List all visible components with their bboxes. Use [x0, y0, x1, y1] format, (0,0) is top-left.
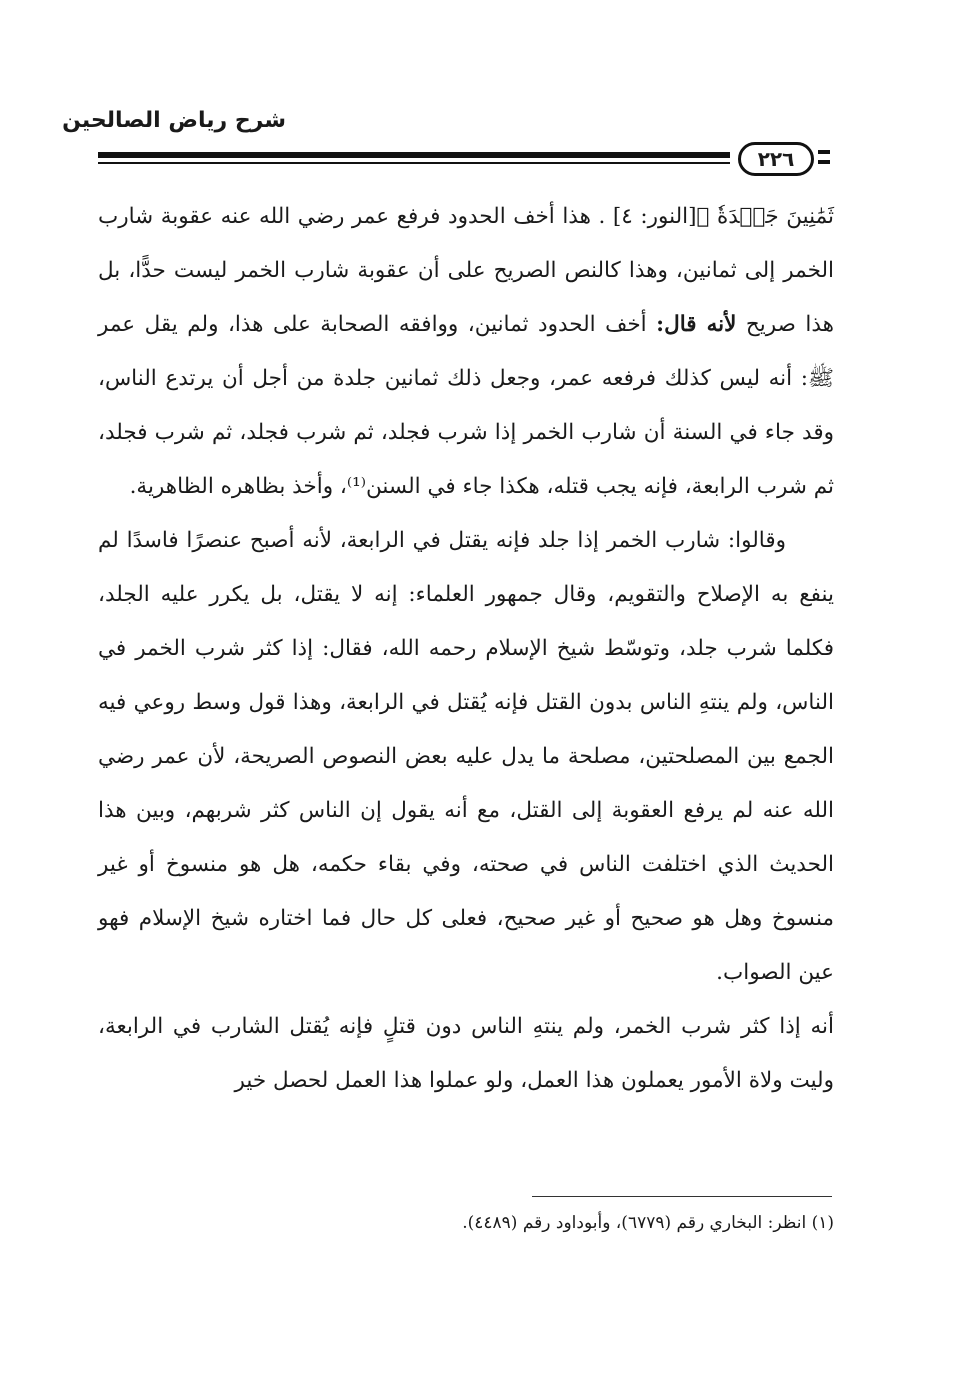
header-rule	[98, 140, 830, 180]
paragraph-2: وقالوا: شارب الخمر إذا جلد فإنه يقتل في الرابعة، لأنه أصبح عنصرًا فاسدًا لم ينفع به الإصلاح والتقويم، وقال جمهور العلماء: إنه لا يقتل، بل يكرر عليه الجلد، فكلما شرب جلد، وتوسّط شيخ الإسلام رحمه الله، فقال: إذا كثر شرب الخمر في الناس، ولم ينتهِ الناس بدون القتل فإنه يُقتل في الرابعة، وهذا قول وسط روعي فيه الجمع بين المصلحتين، مصلحة ما يدل عليه بعض النصوص الصريحة، لأن عمر رضي الله عنه لم يرفع العقوبة إلى القتل، مع أنه يقول إن الناس كثر شربهم، وبين هذا الحديث الذي اختلفت الناس في صحته، وفي بقاء حكمه، هل هو منسوخ أو غير منسوخ وهل هو صحيح أو غير صحيح، فعلى كل حال فما اختاره شيخ الإسلام فهو عين الصواب.	[98, 528, 834, 985]
footnote-separator	[532, 1196, 832, 1197]
page-number: ٢٢٦	[738, 142, 814, 176]
paragraph-1-bold: لأنه قال:	[656, 312, 737, 337]
paragraph-1	[98, 190, 834, 514]
main-text	[98, 190, 834, 1108]
rule-end-mark	[818, 150, 830, 164]
header-rule-thin	[98, 162, 730, 164]
footnote: (١) انظر: البخاري رقم (٦٧٧٩)، وأبوداود رقم (٤٤٨٩).	[462, 1213, 834, 1233]
running-head-title: شرح رياض الصالحين	[62, 108, 286, 133]
paragraph-1-part-2: أخف الحدود ثمانين، ووافقه الصحابة على هذا، ولم يقل عمر ﷺ: أنه ليس كذلك فرفعه عمر، وجعل ذلك ثمانين جلدة من أجل أن يرتدع الناس، وقد جاء في السنة أن شارب الخمر إذا شرب فجلد، ثم شرب فجلد، ثم شرب فجلد، ثم شرب الرابعة، فإنه يجب قتله، هكذا جاء في السنن⁽¹⁾، وأخذ بظاهره الظاهرية.	[98, 312, 834, 499]
paragraph-1-part-1: ثَمَٰنِينَ جَلۡدَةٗ ﴾[النور: ٤] . هذا أخف الحدود فرفع عمر رضي الله عنه عقوبة شارب الخمر إلى ثمانين، وهذا كالنص الصريح على أن عقوبة شارب الخمر ليست حدًّا، بل هذا صريح	[98, 204, 834, 337]
header-rule-thick	[98, 152, 730, 158]
paragraph-3: أنه إذا كثر شرب الخمر، ولم ينتهِ الناس دون قتلٍ فإنه يُقتل الشارب في الرابعة، وليت ولاة الأمور يعملون هذا العمل، ولو عملوا هذا العمل لحصل خير	[98, 1014, 834, 1093]
